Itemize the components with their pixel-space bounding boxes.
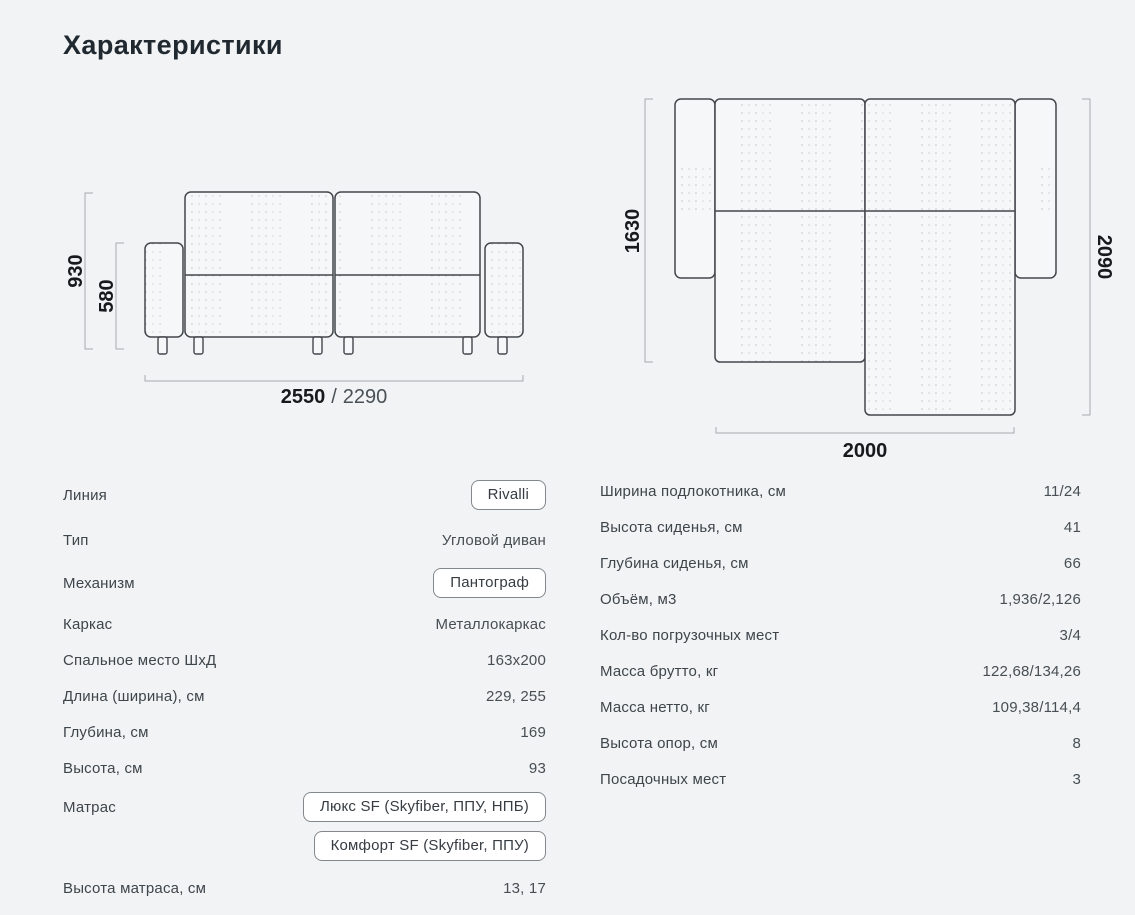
spec-label: Ширина подлокотника, см — [600, 482, 787, 500]
front-width-dim-line — [145, 375, 523, 381]
front-height-total-dim-label: 930 — [65, 254, 87, 288]
sofa-leg — [463, 337, 472, 354]
sofa-leg — [194, 337, 203, 354]
spec-label: Матрас — [63, 799, 116, 816]
spec-value: 3/4 — [1059, 626, 1081, 644]
spec-label: Высота, см — [63, 759, 143, 777]
spec-row-line — [63, 470, 546, 520]
top-depth-left-dim-label: 1630 — [622, 208, 644, 254]
spec-label: Глубина сиденья, см — [600, 554, 749, 572]
front-left-armrest — [145, 243, 183, 337]
spec-row-seat-height — [600, 509, 1081, 545]
spec-label: Высота матраса, см — [63, 879, 207, 897]
spec-row-loading-places — [600, 617, 1081, 653]
page-title: Характеристики — [63, 30, 283, 60]
front-right-armrest — [485, 243, 523, 337]
spec-row-armrest-width — [600, 473, 1081, 509]
spec-label: Каркас — [63, 615, 113, 633]
spec-row-seating-places — [600, 761, 1081, 797]
sofa-leg — [498, 337, 507, 354]
spec-label: Механизм — [63, 574, 135, 592]
spec-value: 8 — [1072, 734, 1081, 752]
spec-value: 66 — [1063, 554, 1081, 572]
top-depth-right-dim-line — [1082, 99, 1090, 415]
spec-row-length — [63, 678, 546, 714]
mattress-option-button[interactable]: Люкс SF (Skyfiber, ППУ, НПБ) — [303, 792, 546, 822]
line-option-button[interactable]: Rivalli — [471, 480, 546, 510]
spec-row-seat-depth — [600, 545, 1081, 581]
spec-row-volume — [600, 581, 1081, 617]
spec-value: 11/24 — [1043, 482, 1081, 500]
spec-label: Длина (ширина), см — [63, 687, 205, 705]
spec-value: 93 — [528, 759, 546, 777]
top-chaise-section — [865, 99, 1015, 415]
spec-row-leg-height — [600, 725, 1081, 761]
mattress-options — [303, 792, 546, 861]
spec-value: 109,38/114,4 — [992, 698, 1081, 716]
spec-value: 1,936/2,126 — [999, 590, 1081, 608]
sofa-leg — [158, 337, 167, 354]
spec-row-mattress — [63, 786, 546, 861]
spec-label: Высота сиденья, см — [600, 518, 743, 536]
spec-label: Спальное место ШхД — [63, 651, 217, 669]
top-width-dim-label: 2000 — [842, 440, 888, 462]
spec-label: Кол-во погрузочных мест — [600, 626, 780, 644]
spec-label: Масса брутто, кг — [600, 662, 719, 680]
spec-value: 13, 17 — [503, 879, 546, 897]
spec-value: 122,68/134,26 — [982, 662, 1081, 680]
front-width-dim-label: 2550 / 2290 — [280, 386, 388, 408]
spec-row-bed-size — [63, 642, 546, 678]
spec-value: 169 — [520, 723, 546, 741]
spec-row-net-weight — [600, 689, 1081, 725]
spec-label: Глубина, см — [63, 723, 149, 741]
mattress-option-button[interactable]: Комфорт SF (Skyfiber, ППУ) — [314, 831, 546, 861]
spec-label: Масса нетто, кг — [600, 698, 710, 716]
spec-label: Линия — [63, 486, 108, 504]
top-left-armrest-texture — [677, 168, 713, 212]
spec-label: Объём, м3 — [600, 590, 677, 608]
top-right-armrest-texture — [1017, 168, 1054, 212]
spec-value: 3 — [1072, 770, 1081, 788]
spec-row-frame — [63, 606, 546, 642]
spec-value: 41 — [1063, 518, 1081, 536]
spec-value: 229, 255 — [486, 687, 546, 705]
sofa-leg — [344, 337, 353, 354]
spec-value: 163х200 — [487, 651, 546, 669]
front-right-section — [335, 192, 480, 337]
spec-label: Тип — [63, 531, 89, 549]
sofa-front-view-diagram — [65, 168, 535, 408]
spec-column-left — [63, 470, 546, 915]
spec-label: Высота опор, см — [600, 734, 718, 752]
spec-row-height — [63, 750, 546, 786]
spec-value: Угловой диван — [441, 531, 546, 549]
front-height-seat-dim-label: 580 — [96, 279, 118, 313]
sofa-leg — [313, 337, 322, 354]
spec-row-depth — [63, 714, 546, 750]
top-depth-right-dim-label: 2090 — [1093, 234, 1115, 280]
spec-row-type — [63, 520, 546, 560]
front-left-section — [185, 192, 333, 337]
top-width-dim-line — [716, 427, 1014, 433]
spec-value: Металлокаркас — [435, 615, 546, 633]
spec-row-gross-weight — [600, 653, 1081, 689]
spec-row-mattress-height — [63, 861, 546, 915]
top-left-seat-section — [715, 99, 865, 362]
sofa-top-view-diagram — [615, 85, 1120, 470]
mechanism-option-button[interactable]: Пантограф — [433, 568, 546, 598]
top-depth-left-dim-line — [645, 99, 653, 362]
spec-column-right — [600, 473, 1081, 797]
spec-label: Посадочных мест — [600, 770, 727, 788]
spec-row-mechanism — [63, 560, 546, 606]
